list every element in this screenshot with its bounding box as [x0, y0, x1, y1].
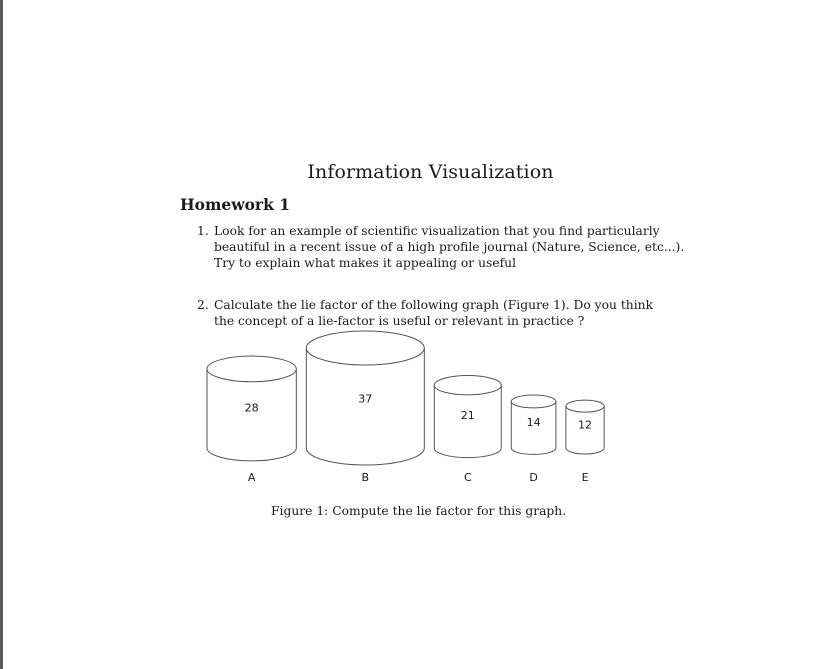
question-line: Try to explain what makes it appealing or useful — [214, 256, 517, 270]
category-label: A — [247, 471, 256, 484]
cylinder-a — [207, 356, 296, 484]
figure-caption: Figure 1: Compute the lie factor for this graph. — [271, 504, 567, 518]
cylinder-top — [566, 400, 604, 412]
question-line: Calculate the lie factor of the following graph (Figure 1). Do you think — [214, 298, 654, 312]
document-title: Information Visualization — [307, 161, 554, 183]
cylinder-e — [566, 400, 604, 484]
value-label: 12 — [578, 418, 593, 432]
cylinder-body — [306, 348, 424, 465]
cylinder-c — [434, 376, 501, 484]
section-heading: Homework 1 — [180, 195, 291, 214]
question-line: the concept of a lie-factor is useful or relevant in practice ? — [214, 314, 585, 328]
category-label: E — [581, 471, 589, 484]
value-label: 14 — [526, 415, 541, 429]
category-label: D — [529, 471, 538, 484]
value-label: 21 — [460, 408, 475, 422]
question-number: 1. — [197, 224, 209, 238]
cylinder-b — [306, 331, 424, 484]
category-label: C — [463, 471, 472, 484]
question-number: 2. — [197, 298, 209, 312]
question-line: Look for an example of scientific visualization that you find particularly — [214, 224, 660, 238]
cylinder-top — [207, 356, 296, 382]
cylinder-top — [306, 331, 424, 365]
value-label: 28 — [244, 401, 259, 415]
cylinder-d — [511, 395, 556, 484]
cylinder-top — [511, 395, 556, 408]
category-label: B — [361, 471, 370, 484]
cylinder-body — [207, 369, 296, 461]
cylinder-top — [434, 376, 501, 395]
value-label: 37 — [358, 392, 373, 406]
question-line: beautiful in a recent issue of a high profile journal (Nature, Science, etc...). — [214, 240, 685, 254]
